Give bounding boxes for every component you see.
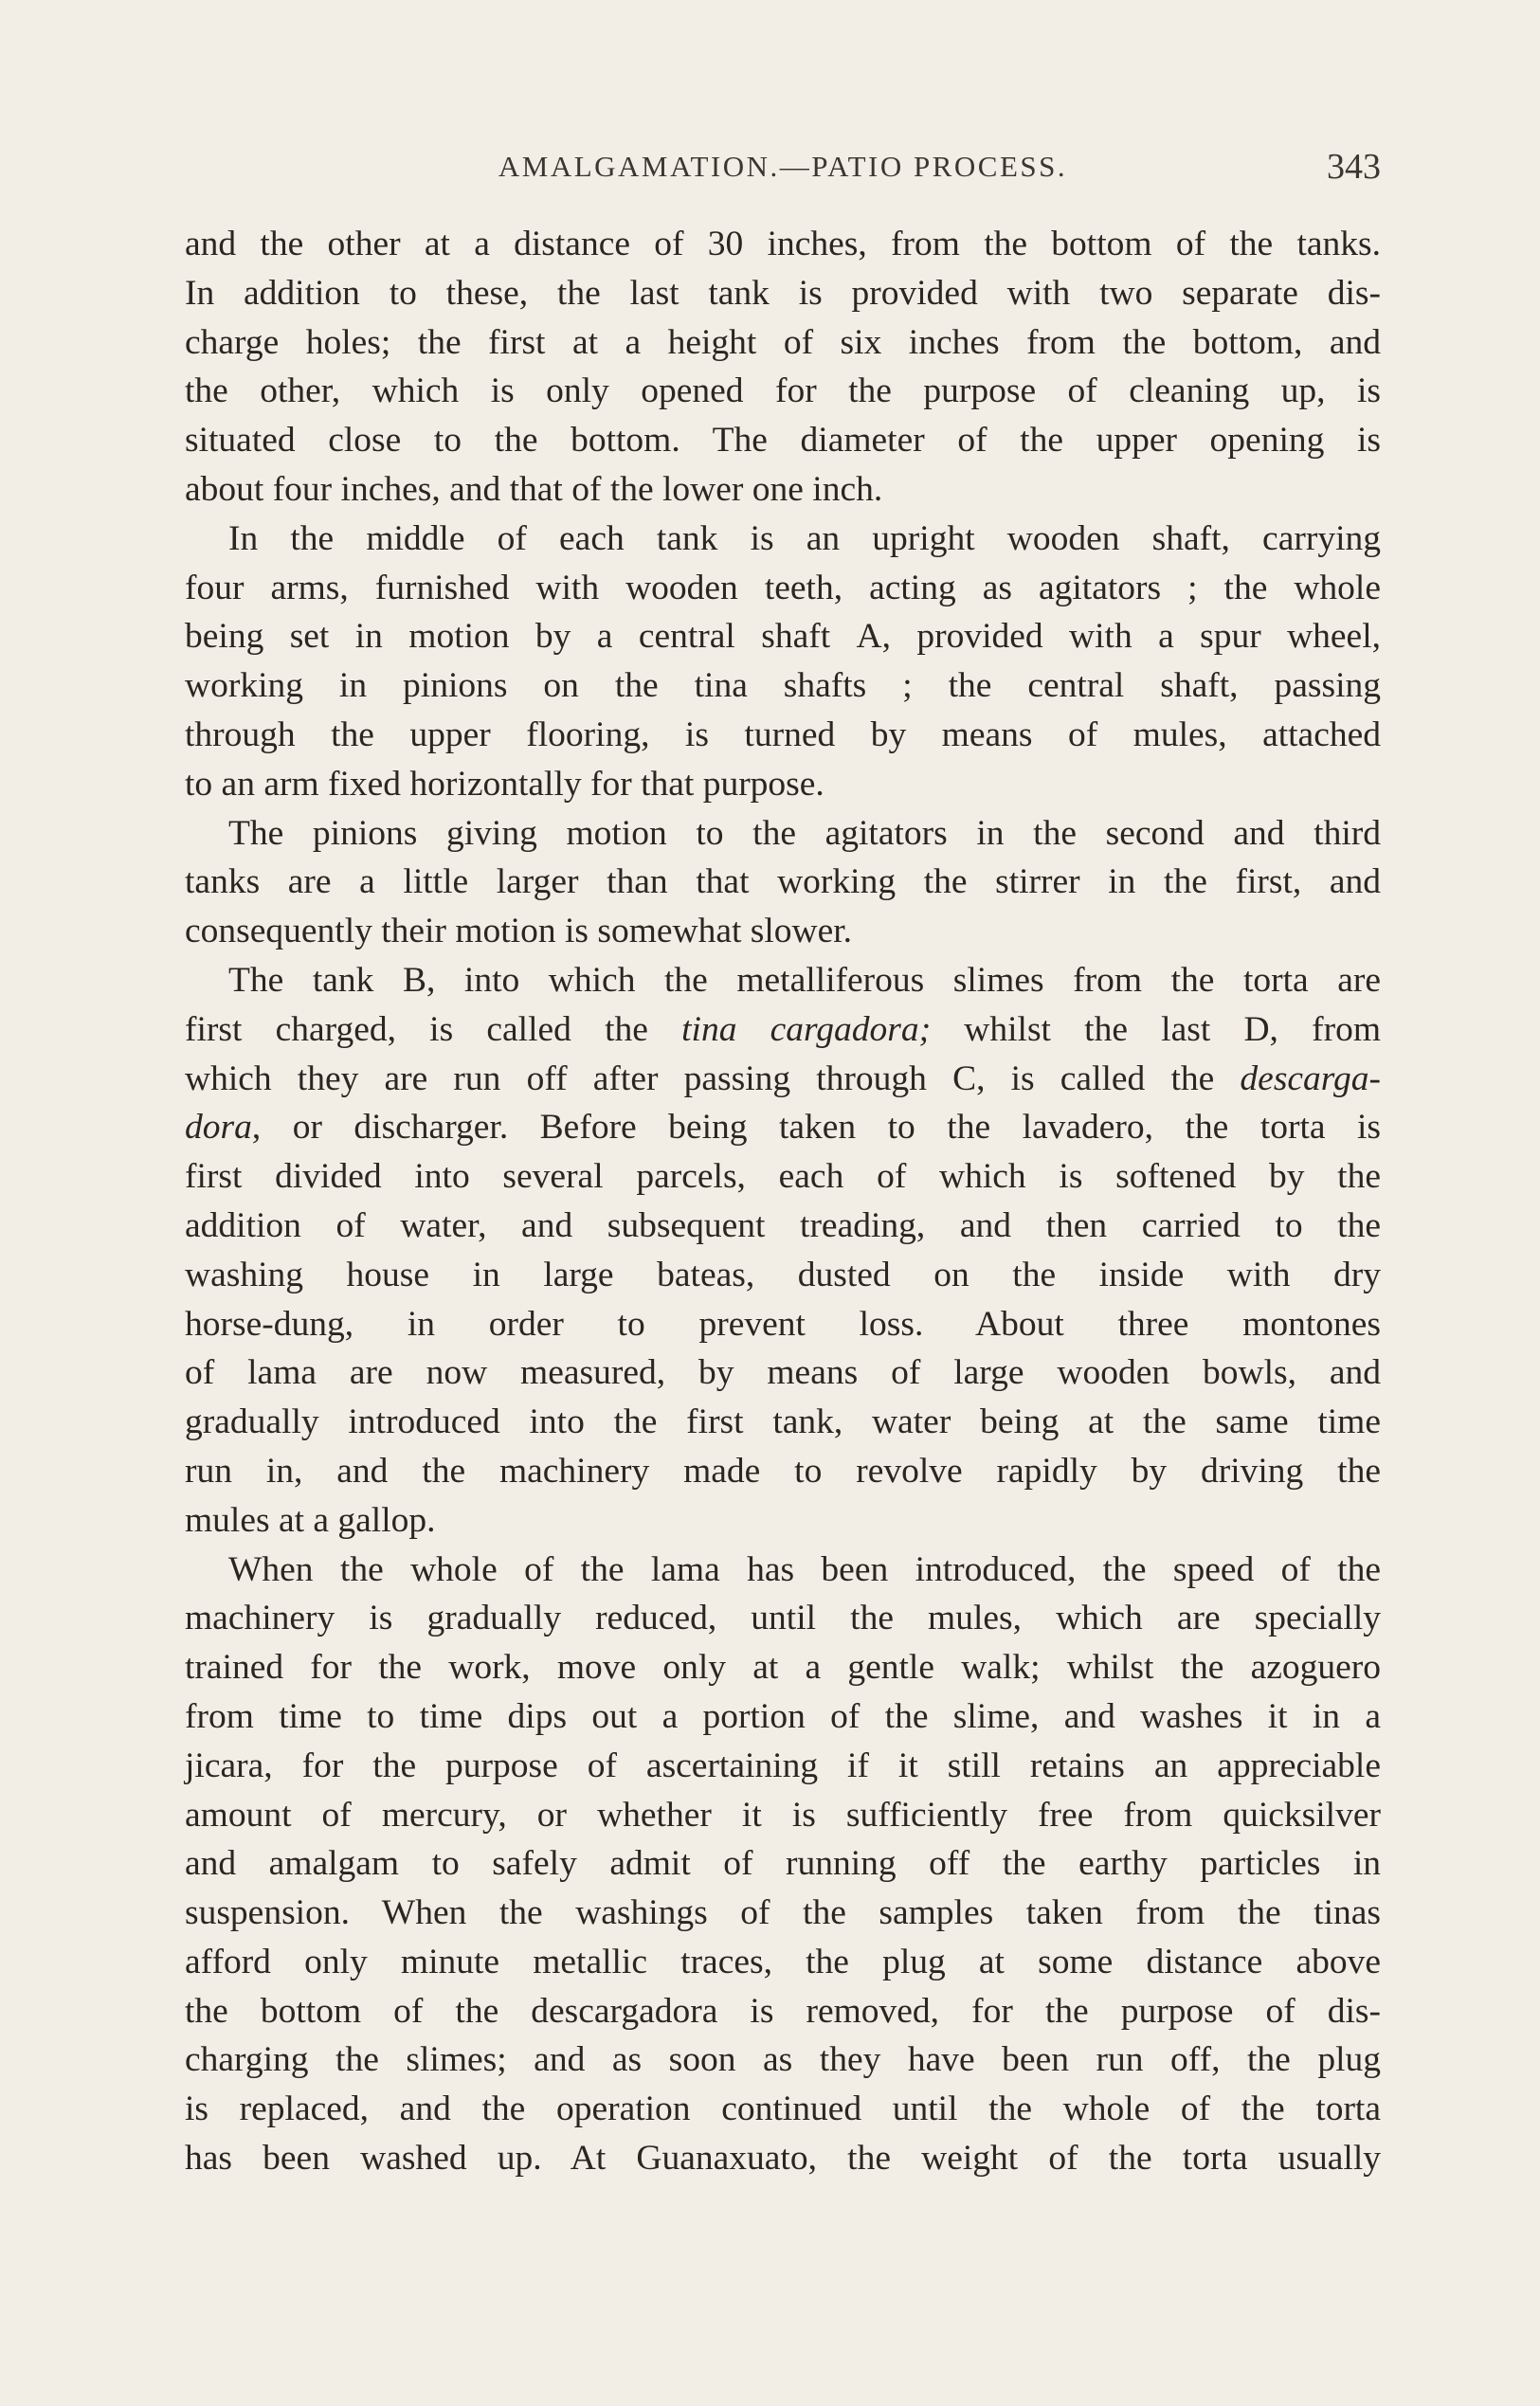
text-line: working in pinions on the tina shafts ; the central shaft, passing bbox=[185, 666, 1381, 706]
text-run: , provided with a spur wheel, bbox=[881, 617, 1381, 657]
text-line: tanks are a little larger than that working the stirrer in the first, and bbox=[185, 862, 1381, 902]
italic-term: descarga- bbox=[1240, 1058, 1381, 1098]
figure-reference-letter: B bbox=[402, 960, 426, 1000]
text-line: When the whole of the lama has been introduced, the speed of the bbox=[228, 1549, 1381, 1589]
text-run: , or discharger. Before being taken to the lavadero, the torta is bbox=[251, 1108, 1381, 1148]
text-line: through the upper flooring, is turned by means of mules, attached bbox=[185, 715, 1381, 754]
text-line: horse-dung, in order to prevent loss. About three montones bbox=[185, 1304, 1381, 1344]
text-line: run in, and the machinery made to revolve rapidly by driving the bbox=[185, 1451, 1381, 1491]
text-line: washing house in large bateas, dusted on the inside with dry bbox=[185, 1255, 1381, 1294]
text-line: from time to time dips out a portion of the slime, and washes it in a bbox=[185, 1696, 1381, 1736]
text-line: charging the slimes; and as soon as they have been run off, the plug bbox=[185, 2040, 1381, 2080]
text-run: , from bbox=[1269, 1009, 1381, 1049]
text-line: consequently their motion is somewhat slower. bbox=[185, 912, 853, 951]
text-line: charge holes; the first at a height of six inches from the bottom, and bbox=[185, 322, 1381, 362]
text-line: machinery is gradually reduced, until the mules, which are specially bbox=[185, 1599, 1381, 1638]
page-number: 343 bbox=[1327, 147, 1381, 187]
text-line: first divided into several parcels, each of which is softened by the bbox=[185, 1157, 1381, 1197]
text-line: and amalgam to safely admit of running off the earthy particles in bbox=[185, 1844, 1381, 1884]
text-line: addition of water, and subsequent treading, and then carried to the bbox=[185, 1205, 1381, 1245]
text-run: being set in motion by a central shaft bbox=[185, 617, 857, 657]
figure-reference-letter: C bbox=[952, 1058, 977, 1098]
figure-reference-letter: D bbox=[1243, 1009, 1270, 1049]
text-line: mules at a gallop. bbox=[185, 1500, 436, 1540]
text-line: The pinions giving motion to the agitators in the second and third bbox=[228, 813, 1381, 853]
running-head bbox=[185, 147, 1381, 199]
text-run: which they are run off after passing through bbox=[185, 1058, 953, 1098]
text-line: four arms, furnished with wooden teeth, acting as agitators ; the whole bbox=[185, 568, 1381, 607]
text-line: amount of mercury, or whether it is sufficiently free from quicksilver bbox=[185, 1795, 1381, 1835]
text-line: the other, which is only opened for the purpose of cleaning up, is bbox=[185, 371, 1381, 411]
body-text bbox=[185, 220, 1381, 2183]
text-run: first charged, is called the bbox=[185, 1009, 682, 1049]
text-line bbox=[185, 1103, 1381, 1152]
text-line: suspension. When the washings of the samples taken from the tinas bbox=[185, 1893, 1381, 1933]
text-line: about four inches, and that of the lower one inch. bbox=[185, 469, 883, 509]
text-line: trained for the work, move only at a gentle walk; whilst the azoguero bbox=[185, 1648, 1381, 1688]
text-run: , is called the bbox=[976, 1058, 1241, 1098]
text-line: the bottom of the descargadora is removed, for the purpose of dis- bbox=[185, 1991, 1381, 2031]
text-line: to an arm fixed horizontally for that purpose. bbox=[185, 764, 824, 804]
text-run: , into which the metalliferous slimes from the torta are bbox=[426, 960, 1381, 1000]
italic-term: tina cargadora; bbox=[681, 1009, 932, 1049]
text-run: The tank bbox=[228, 960, 403, 1000]
running-title: AMALGAMATION.—PATIO PROCESS. bbox=[498, 150, 1068, 183]
text-line: and the other at a distance of 30 inches, from the bottom of the tanks. bbox=[185, 225, 1381, 263]
text-line: situated close to the bottom. The diameter of the upper opening is bbox=[185, 421, 1381, 461]
figure-reference-letter: A bbox=[856, 617, 882, 657]
text-line: In addition to these, the last tank is provided with two separate dis- bbox=[185, 273, 1381, 313]
text-line bbox=[185, 1055, 1381, 1104]
text-line: of lama are now measured, by means of large wooden bowls, and bbox=[185, 1353, 1381, 1393]
text-line: jicara, for the purpose of ascertaining if it still retains an appreciable bbox=[185, 1746, 1381, 1785]
text-line bbox=[185, 612, 1381, 661]
text-line: In the middle of each tank is an upright wooden shaft, carrying bbox=[228, 518, 1381, 558]
text-line bbox=[185, 956, 1381, 1005]
text-line: gradually introduced into the first tank, water being at the same time bbox=[185, 1402, 1381, 1442]
text-line: afford only minute metallic traces, the plug at some distance above bbox=[185, 1942, 1381, 1981]
text-line: has been washed up. At Guanaxuato, the weight of the torta usually bbox=[185, 2139, 1381, 2179]
text-line bbox=[185, 1005, 1381, 1055]
text-run: whilst the last bbox=[931, 1009, 1244, 1049]
text-line: is replaced, and the operation continued until the whole of the torta bbox=[185, 2089, 1381, 2129]
italic-term: dora bbox=[185, 1108, 252, 1148]
